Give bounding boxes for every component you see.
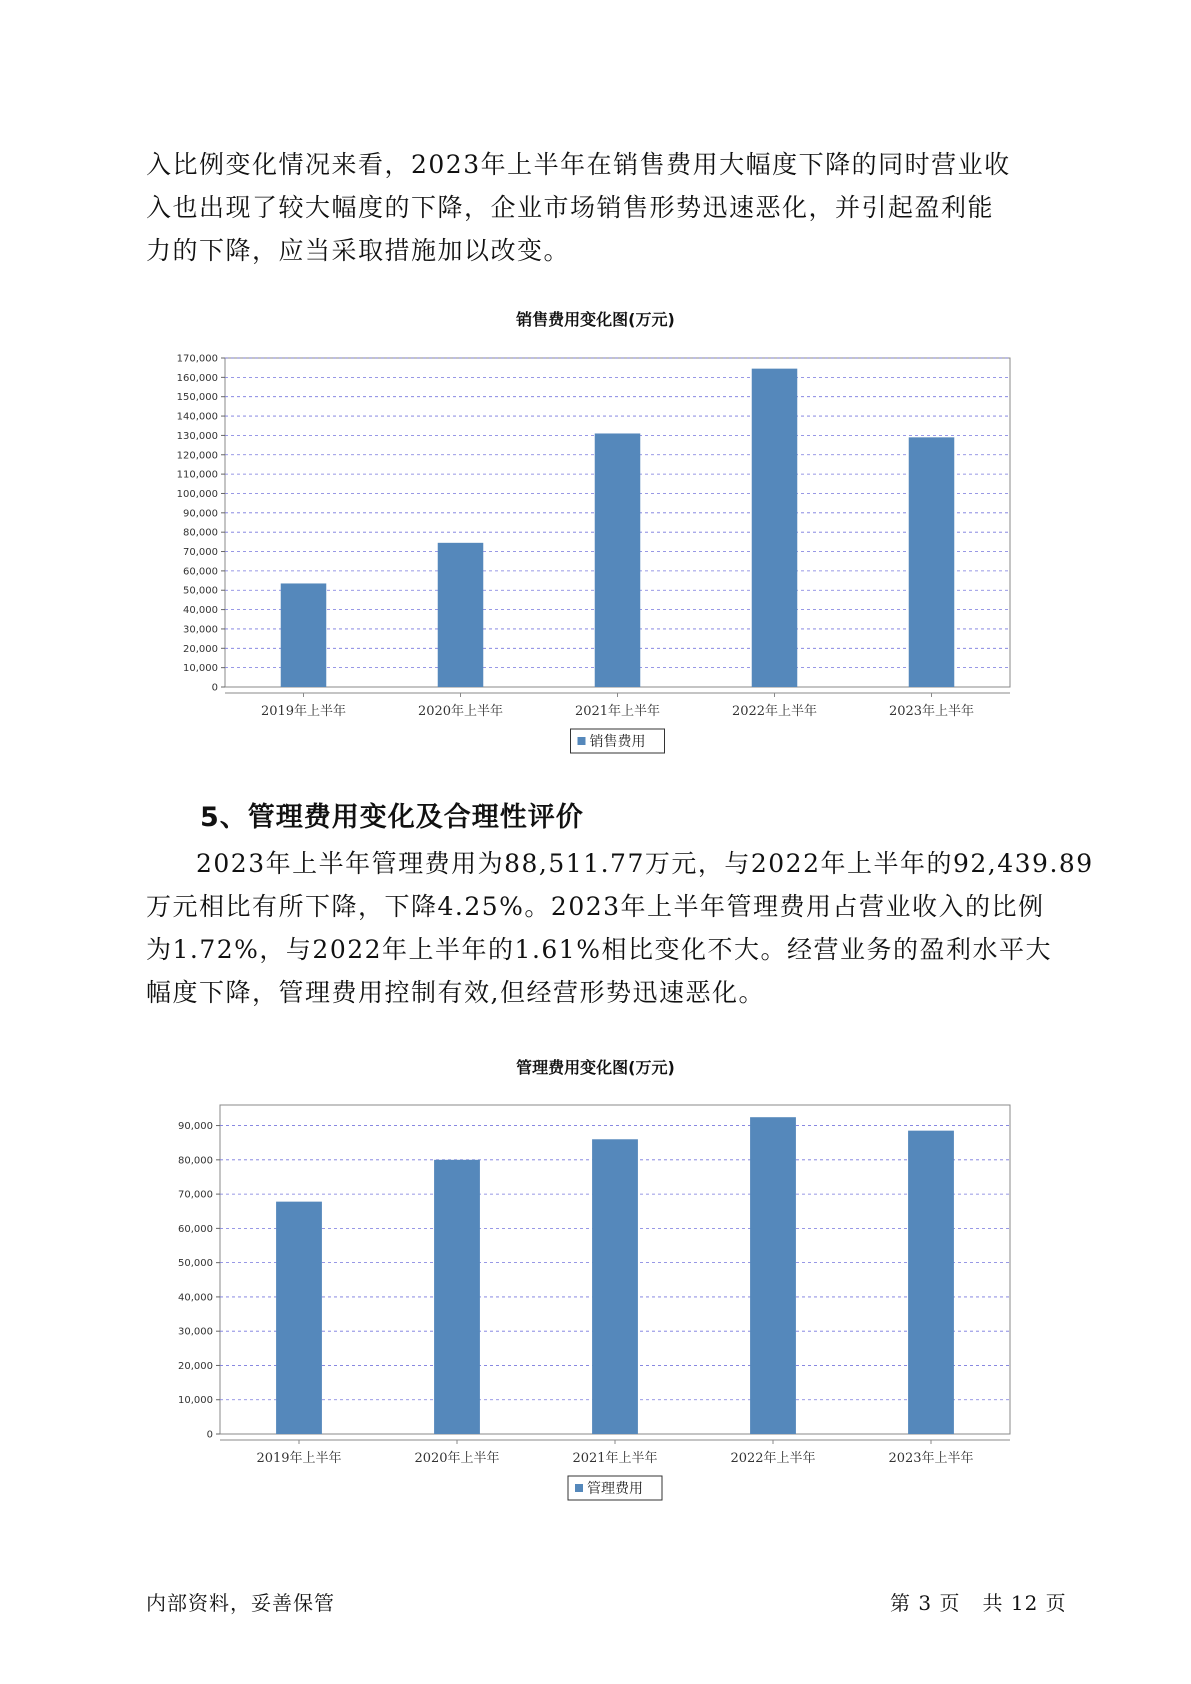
y-tick-label: 70,000 — [183, 547, 218, 559]
section-heading: 5、管理费用变化及合理性评价 — [200, 802, 584, 833]
bar — [595, 433, 641, 687]
x-tick-label: 2021年上半年 — [574, 704, 661, 719]
y-tick-label: 20,000 — [183, 643, 218, 655]
x-tick-label: 2022年上半年 — [731, 704, 818, 719]
y-tick-label: 70,000 — [178, 1189, 213, 1201]
bar — [752, 369, 798, 687]
y-tick-label: 160,000 — [176, 372, 218, 384]
legend-swatch — [575, 1484, 583, 1492]
y-tick-label: 90,000 — [178, 1121, 213, 1133]
y-tick-label: 0 — [206, 1429, 213, 1441]
text-line: 万元相比有所下降，下降4.25%。2023年上半年管理费用占营业收入的比例 — [146, 892, 1045, 921]
admin-chart-title: 管理费用变化图(万元) — [516, 1058, 675, 1077]
bar — [281, 583, 327, 687]
y-tick-label: 150,000 — [176, 392, 218, 404]
y-tick-label: 100,000 — [176, 488, 218, 500]
y-tick-label: 40,000 — [183, 605, 218, 617]
y-tick-label: 30,000 — [183, 624, 218, 636]
legend — [571, 729, 665, 753]
section-paragraph — [146, 842, 1094, 1014]
y-tick-label: 50,000 — [183, 585, 218, 597]
y-tick-label: 40,000 — [178, 1292, 213, 1304]
y-tick-label: 20,000 — [178, 1360, 213, 1372]
y-tick-label: 80,000 — [178, 1155, 213, 1167]
x-tick-label: 2020年上半年 — [417, 704, 504, 719]
x-tick-label: 2019年上半年 — [260, 704, 347, 719]
bar — [592, 1139, 638, 1434]
intro-paragraph — [146, 143, 1086, 272]
footer-page-number: 第 3 页 共 12 页 — [890, 1591, 1067, 1615]
text-line: 力的下降，应当采取措施加以改变。 — [146, 236, 571, 265]
y-tick-label: 130,000 — [176, 430, 218, 442]
text-line: 2023年上半年管理费用为88,511.77万元，与2022年上半年的92,439.89 — [196, 849, 1094, 878]
bar — [750, 1117, 796, 1434]
y-tick-label: 90,000 — [183, 508, 218, 520]
bar — [438, 543, 484, 687]
text-line: 幅度下降，管理费用控制有效,但经营形势迅速恶化。 — [146, 978, 765, 1007]
bar — [909, 437, 955, 687]
y-tick-label: 30,000 — [178, 1326, 213, 1338]
legend — [568, 1476, 662, 1500]
y-tick-label: 60,000 — [183, 566, 218, 578]
x-tick-label: 2021年上半年 — [572, 1451, 658, 1466]
x-tick-label: 2023年上半年 — [888, 704, 975, 719]
y-tick-label: 120,000 — [176, 450, 218, 462]
y-tick-label: 10,000 — [178, 1395, 213, 1407]
y-tick-label: 10,000 — [183, 663, 218, 675]
x-tick-label: 2022年上半年 — [730, 1451, 816, 1466]
admin-expense-chart — [0, 1080, 1191, 1497]
bar — [908, 1131, 954, 1434]
y-tick-label: 110,000 — [176, 469, 218, 481]
y-tick-label: 60,000 — [178, 1223, 213, 1235]
legend-label: 销售费用 — [589, 734, 646, 750]
y-tick-label: 140,000 — [176, 411, 218, 423]
footer-left: 内部资料，妥善保管 — [146, 1591, 335, 1615]
x-tick-label: 2020年上半年 — [414, 1451, 500, 1466]
y-tick-label: 0 — [211, 682, 218, 694]
sales-chart-title: 销售费用变化图(万元) — [516, 310, 675, 329]
bar — [276, 1202, 322, 1434]
legend-swatch — [578, 737, 586, 745]
y-tick-label: 170,000 — [176, 353, 218, 365]
text-line: 入也出现了较大幅度的下降，企业市场销售形势迅速恶化，并引起盈利能 — [146, 193, 995, 222]
x-tick-label: 2023年上半年 — [888, 1451, 974, 1466]
y-tick-label: 80,000 — [183, 527, 218, 539]
sales-expense-chart — [0, 330, 1191, 750]
legend-label: 管理费用 — [587, 1481, 643, 1497]
y-tick-label: 50,000 — [178, 1258, 213, 1270]
text-line: 为1.72%，与2022年上半年的1.61%相比变化不大。经营业务的盈利水平大 — [146, 935, 1052, 964]
bar — [434, 1160, 480, 1434]
x-tick-label: 2019年上半年 — [256, 1451, 342, 1466]
text-line: 入比例变化情况来看，2023年上半年在销售费用大幅度下降的同时营业收 — [146, 150, 1011, 179]
